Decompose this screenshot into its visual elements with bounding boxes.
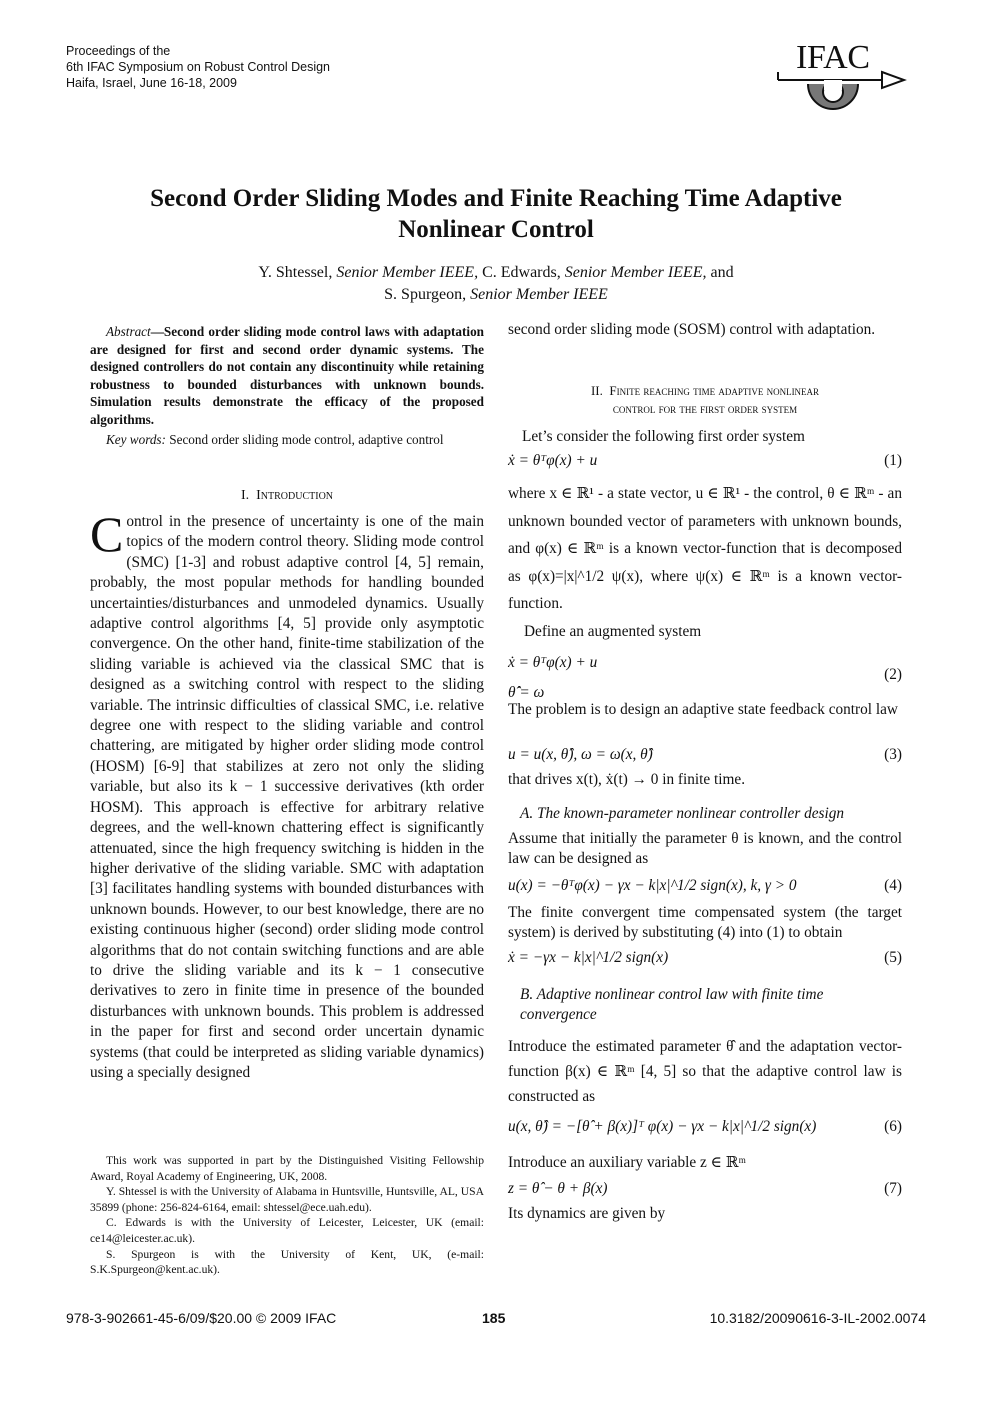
problem-text: The problem is to design an adaptive state feedback control law bbox=[508, 701, 898, 718]
authors-and: and bbox=[710, 264, 734, 281]
define-text: Define an augmented system bbox=[524, 623, 702, 640]
sosm-continuation: second order sliding mode (SOSM) control with adaptation. bbox=[508, 321, 876, 338]
equation-3-number: (3) bbox=[884, 746, 902, 763]
footer-doi: 10.3182/20090616-3-IL-2002.0074 bbox=[709, 1310, 926, 1326]
keywords-text: Second order sliding mode control, adaptive control bbox=[169, 432, 444, 447]
authors bbox=[60, 262, 932, 306]
footnotes bbox=[90, 1153, 484, 1278]
author-3: S. Spurgeon, bbox=[384, 286, 467, 303]
auxiliary-text: Introduce an auxiliary variable z ∈ ℝᵐ bbox=[508, 1154, 746, 1171]
equation-5-number: (5) bbox=[884, 949, 902, 966]
footnote-shtessel: Y. Shtessel is with the University of Alabama in Huntsville, Huntsville, AL, USA 35899 (phone: 256-824-6164, email: shtessel@ece.uah.edu). bbox=[90, 1185, 484, 1214]
equation-6 bbox=[508, 1118, 902, 1136]
section-2-title-1: Finite reaching time adaptive nonlinear bbox=[609, 383, 820, 398]
author-2: C. Edwards, bbox=[482, 264, 561, 281]
page-number: 185 bbox=[482, 1310, 506, 1326]
paper-title bbox=[60, 183, 932, 245]
equation-2 bbox=[508, 648, 902, 708]
equation-4-body: u(x) = −θᵀφ(x) − γx − k|x|^1/2 sign(x), k, γ > 0 bbox=[508, 877, 797, 894]
footnote-support: This work was supported in part by the Distinguished Visiting Fellowship Award, Royal Academy of Engineering, UK, 2008. bbox=[90, 1154, 484, 1183]
equation-2a: ẋ = θᵀφ(x) + u bbox=[508, 654, 598, 671]
footnote-spurgeon: S. Spurgeon is with the University of Kent, UK, (e-mail: S.K.Spurgeon@kent.ac.uk). bbox=[90, 1247, 484, 1277]
equation-7 bbox=[508, 1180, 902, 1198]
subsection-a-heading: A. The known-parameter nonlinear controller design bbox=[520, 805, 845, 822]
equation-6-number: (6) bbox=[884, 1118, 902, 1135]
footnote-edwards: C. Edwards is with the University of Leicester, Leicester, UK (email: ce14@leicester.ac.uk). bbox=[90, 1216, 484, 1245]
equation-6-body: u(x, θ̂) = −[θ̂ + β(x)]ᵀ φ(x) − γx − k|x|^1/2 sign(x) bbox=[508, 1118, 817, 1135]
intro-text: ontrol in the presence of uncertainty is one of the main topics of the modern control theory. Sliding mode control (SMC) [1-3] and robust adaptive control [4, 5] remain, probably, the most popular methods for handling bounded uncertainties/disturbances and unmodeled dynamics. Usually adaptive control algorithms [4, 5] provide only asymptotic convergence. On the other hand, finite-time stabilization of the sliding variable is achieved via the classical SMC that is designed as a switching control with respect to the sliding variable. The intrinsic difficulties of classical SMC, i.e. relative degree one with respect to the sliding variable and control chattering, are mitigated by higher order sliding mode control (HOSM) [6-9] that stabilizes at zero not only the sliding variable, but also its k − 1 successive derivatives (kth order HOSM). This approach is effective for arbitrary relative degrees, and the well-known chattering effect is significantly attenuated, since the high frequency switching is hidden in the higher derivative of the sliding variable. SMC with adaptation [3] facilitates handling systems with bounded disturbances with unknown bounds. However, to our best knowledge, there are no existing continuous higher (second) order sliding mode control algorithms that do not contain switching functions and are able to drive the sliding variable and its k − 1 consecutive derivatives to zero in finite time in presence of the bounded disturbances with unknown bounds. This problem is addressed in the paper for first and second order uncertain dynamic systems (that could be interpreted as sliding variable dynamics) using a specially designed bbox=[90, 513, 484, 1081]
abstract-label: Abstract bbox=[106, 324, 151, 339]
equation-2-number: (2) bbox=[884, 666, 902, 683]
subsection-b-heading bbox=[508, 985, 902, 1026]
author-1: Y. Shtessel, bbox=[258, 264, 333, 281]
title-line-2: Nonlinear Control bbox=[398, 216, 594, 243]
keywords bbox=[90, 431, 484, 449]
dynamics-text: Its dynamics are given by bbox=[508, 1205, 666, 1222]
author-2-role: Senior Member IEEE, bbox=[564, 264, 707, 281]
abstract-text: —Second order sliding mode control laws with adaptation are designed for first and second order dynamic systems. The designed controllers do not contain any discontinuity while retaining robustness to bounded disturbances with unknown bounds. Simulation results demonstrate the efficacy of the proposed algorithms. bbox=[90, 324, 484, 427]
proceedings-line-2: 6th IFAC Symposium on Robust Control Design bbox=[66, 60, 331, 74]
author-1-role: Senior Member IEEE, bbox=[336, 264, 479, 281]
ifac-logo-text: IFAC bbox=[796, 39, 870, 76]
equation-4 bbox=[508, 877, 902, 895]
equation-4-number: (4) bbox=[884, 877, 902, 894]
equation-2b: θ̂̇ = ω bbox=[508, 684, 545, 701]
equation-1-number: (1) bbox=[884, 452, 902, 469]
where-text: where x ∈ ℝ¹ - a state vector, u ∈ ℝ¹ - the control, θ ∈ ℝᵐ - an unknown bounded vector of parameters with unknown bounds, and φ(x) ∈ ℝᵐ is a known vector-function that is decomposed as φ(x)=|x|^1/2 ψ(x), where ψ(x) ∈ ℝᵐ is a known vector-function. bbox=[508, 485, 902, 613]
equation-7-body: z = θ̂ − θ + β(x) bbox=[508, 1180, 608, 1197]
drop-cap: C bbox=[90, 506, 124, 562]
footer-isbn: 978-3-902661-45-6/09/$20.00 © 2009 IFAC bbox=[66, 1310, 337, 1326]
drives-text: that drives x(t), ẋ(t) → 0 in finite time. bbox=[508, 771, 746, 788]
introduce-text: Introduce the estimated parameter θ̂ and the adaptation vector-function β(x) ∈ ℝᵐ [4, 5] so that the adaptive control law is constructed as bbox=[508, 1038, 902, 1105]
proceedings-info bbox=[66, 43, 330, 91]
equation-3-body: u = u(x, θ̂), ω = ω(x, θ̂) bbox=[508, 746, 653, 763]
equation-5-body: ẋ = −γx − k|x|^1/2 sign(x) bbox=[508, 949, 669, 966]
subsection-b-line-2: convergence bbox=[520, 1006, 597, 1024]
section-2-number: II. bbox=[590, 383, 603, 398]
title-line-1: Second Order Sliding Modes and Finite Reaching Time Adaptive bbox=[150, 185, 842, 212]
equation-3 bbox=[508, 746, 902, 764]
equation-1 bbox=[508, 452, 902, 470]
keywords-label: Key words: bbox=[106, 432, 166, 447]
author-3-role: Senior Member IEEE bbox=[470, 286, 608, 303]
section-2-title-2: control for the first order system bbox=[612, 401, 798, 416]
intro-paragraph bbox=[90, 506, 484, 1083]
section-2-heading bbox=[508, 382, 902, 418]
abstract bbox=[90, 323, 484, 429]
equation-5 bbox=[508, 949, 902, 967]
consider-text: Let’s consider the following first order system bbox=[522, 428, 805, 445]
subsection-b-line-1: B. Adaptive nonlinear control law with finite time bbox=[520, 986, 824, 1003]
ifac-logo bbox=[776, 36, 908, 122]
target-text: The finite convergent time compensated system (the target system) is derived by substituting (4) into (1) to obtain bbox=[508, 904, 902, 942]
section-1-title: Introduction bbox=[256, 488, 334, 503]
equation-7-number: (7) bbox=[884, 1180, 902, 1197]
proceedings-line-1: Proceedings of the bbox=[66, 44, 171, 58]
equation-1-body: ẋ = θᵀφ(x) + u bbox=[508, 452, 598, 469]
section-1-number: I. bbox=[240, 488, 250, 503]
proceedings-line-3: Haifa, Israel, June 16-18, 2009 bbox=[66, 76, 237, 90]
section-1-heading bbox=[90, 487, 484, 505]
assume-text: Assume that initially the parameter θ is known, and the control law can be designed as bbox=[508, 830, 902, 868]
